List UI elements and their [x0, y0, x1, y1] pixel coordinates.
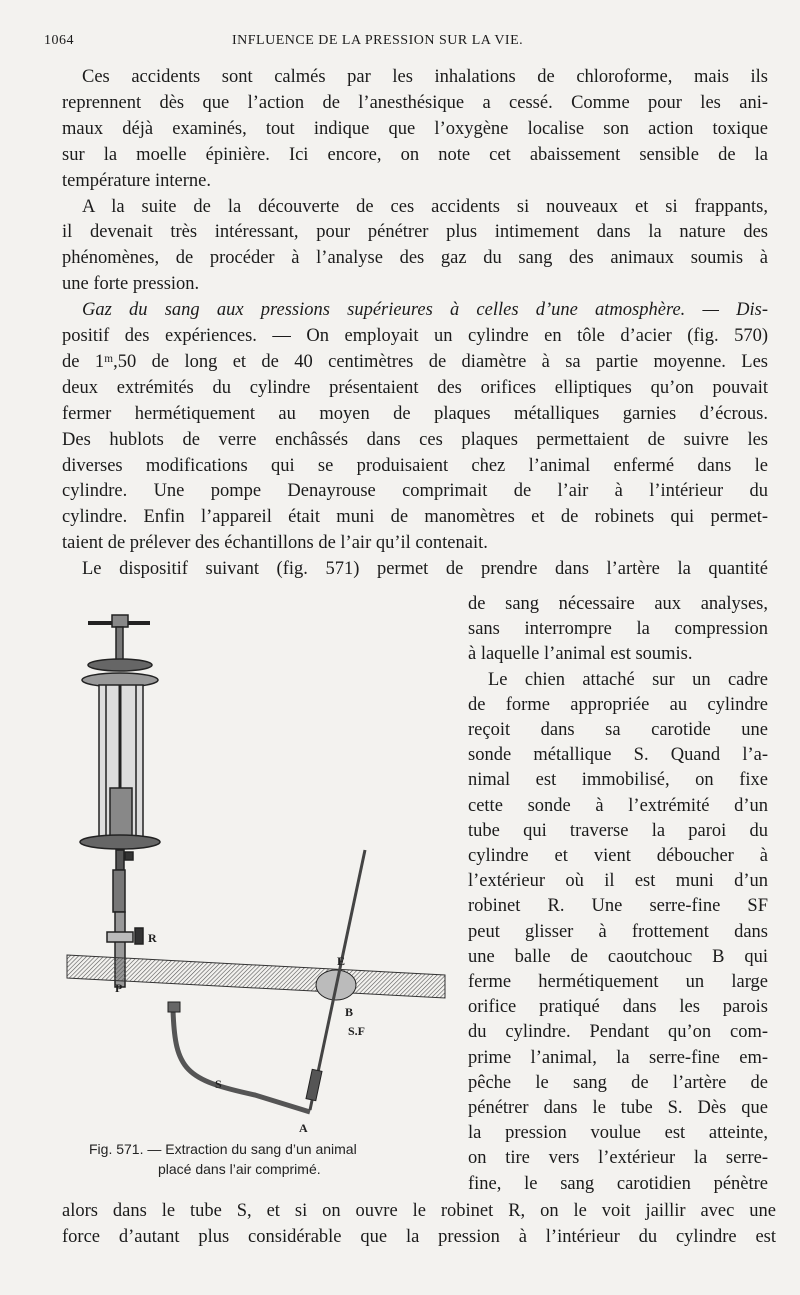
text-line: ferme hermétiquement un large	[468, 972, 768, 992]
text-line: cylindre et vient déboucher à	[468, 846, 768, 866]
text-line: à laquelle l’animal est soumis.	[468, 644, 693, 665]
label-e: E	[337, 954, 346, 968]
text-line: orifice pratiqué dans les parois	[468, 997, 768, 1018]
text-line: Des hublots de verre enchâssés dans ces plaques permettaient de suivre les	[62, 429, 768, 450]
label-s: S	[215, 1077, 222, 1091]
text-line: de sang nécessaire aux analyses,	[468, 594, 768, 614]
label-b: B	[345, 1005, 354, 1019]
label-sf: S.F	[348, 1024, 366, 1038]
figure-571-illustration	[55, 610, 475, 1140]
text-line: alors dans le tube S, et si on ouvre le robinet R, on le voit jaillir avec une	[62, 1201, 776, 1221]
text-line: l’extérieur où il est muni d’un	[468, 871, 768, 892]
text-line: de 1ᵐ,50 de long et de 40 centimètres de diamètre à sa partie moyenne. Les	[62, 351, 768, 372]
text-line: Le chien attaché sur un cadre	[488, 669, 768, 690]
text-line: maux déjà examinés, tout indique que l’oxygène localise son action toxique	[62, 118, 768, 139]
text-line: taient de prélever des échantillons de l’air qu’il contenait.	[62, 533, 488, 554]
figure-caption-line-2: placé dans l’air comprimé.	[158, 1161, 321, 1177]
text-line: deux extrémités du cylindre présentaient des orifices elliptiques qu’on pouvait	[62, 377, 768, 398]
text-line: reçoit dans sa carotide une	[468, 720, 768, 740]
text-line: phénomènes, de procéder à l’analyse des gaz du sang des animaux soumis à	[62, 248, 768, 269]
text-line: A la suite de la découverte de ces accidents si nouveaux et si frappants,	[82, 196, 768, 217]
text-line: force d’autant plus considérable que la pression à l’intérieur du cylindre est	[62, 1227, 776, 1247]
text-line: prime l’animal, la serre-fine em-	[468, 1047, 768, 1068]
text-line: une balle de caoutchouc B qui	[468, 946, 768, 967]
text-line: du cylindre. Pendant qu’on com-	[468, 1022, 768, 1043]
cylinder-wall	[67, 955, 445, 1000]
page-number: 1064	[44, 33, 74, 48]
running-title: INFLUENCE DE LA PRESSION SUR LA VIE.	[232, 33, 524, 48]
text-line: positif des expériences. — On employait un cylindre en tôle d’acier (fig. 570)	[62, 326, 768, 346]
text-line: tube qui traverse la paroi du	[468, 820, 768, 841]
text-line: sonde métallique S. Quand l’a-	[468, 745, 768, 766]
label-r: R	[148, 931, 157, 945]
text-line: reprennent dès que l’action de l’anesthésique a cessé. Comme pour les ani-	[62, 92, 768, 113]
text-line: de forme appropriée au cylindre	[468, 694, 768, 715]
text-line: Ces accidents sont calmés par les inhalations de chloroforme, mais ils	[82, 67, 768, 87]
label-a: A	[299, 1121, 308, 1135]
text-line: cylindre. Une pompe Denayrouse comprimait de l’air à l’intérieur du	[62, 481, 768, 502]
text-line: cette sonde à l’extrémité d’un	[468, 795, 768, 816]
text-line: robinet R. Une serre-fine SF	[468, 896, 768, 917]
text-line: fine, le sang carotidien pénètre	[468, 1173, 768, 1194]
text-line: fermer hermétiquement au moyen de plaques métalliques garnies d’écrous.	[62, 403, 768, 424]
text-line: nimal est immobilisé, on fixe	[468, 770, 768, 791]
text-line: sur la moelle épinière. Ici encore, on note cet abaissement sensible de la	[62, 144, 768, 165]
text-line: pêche le sang de l’artère de	[468, 1072, 768, 1093]
text-line: Le dispositif suivant (fig. 571) permet de prendre dans l’artère la quantité	[82, 559, 768, 580]
text-line: sans interrompre la compression	[468, 619, 768, 640]
figure-caption-line-1: Fig. 571. — Extraction du sang d’un animal	[89, 1141, 357, 1157]
text-line: il devenait très intéressant, pour pénétrer plus intimement dans la nature des	[62, 222, 768, 243]
text-line: peut glisser à frottement dans	[468, 921, 768, 942]
text-line: une forte pression.	[62, 274, 200, 295]
text-line: diverses modifications qui se produisaient chez l’animal enfermé dans le	[62, 455, 768, 476]
text-line: on tire vers l’extérieur la serre-	[468, 1148, 768, 1169]
text-line: température interne.	[62, 170, 211, 191]
label-p: P	[115, 981, 123, 995]
text-line: cylindre. Enfin l’appareil était muni de manomètres et de robinets qui permet-	[62, 507, 768, 528]
text-line: pénétrer dans le tube S. Dès que	[468, 1098, 768, 1118]
text-line: la pression voulue est atteinte,	[468, 1123, 768, 1144]
text-line: Gaz du sang aux pressions supérieures à celles d’une atmosphère. — Dis-	[82, 300, 768, 321]
